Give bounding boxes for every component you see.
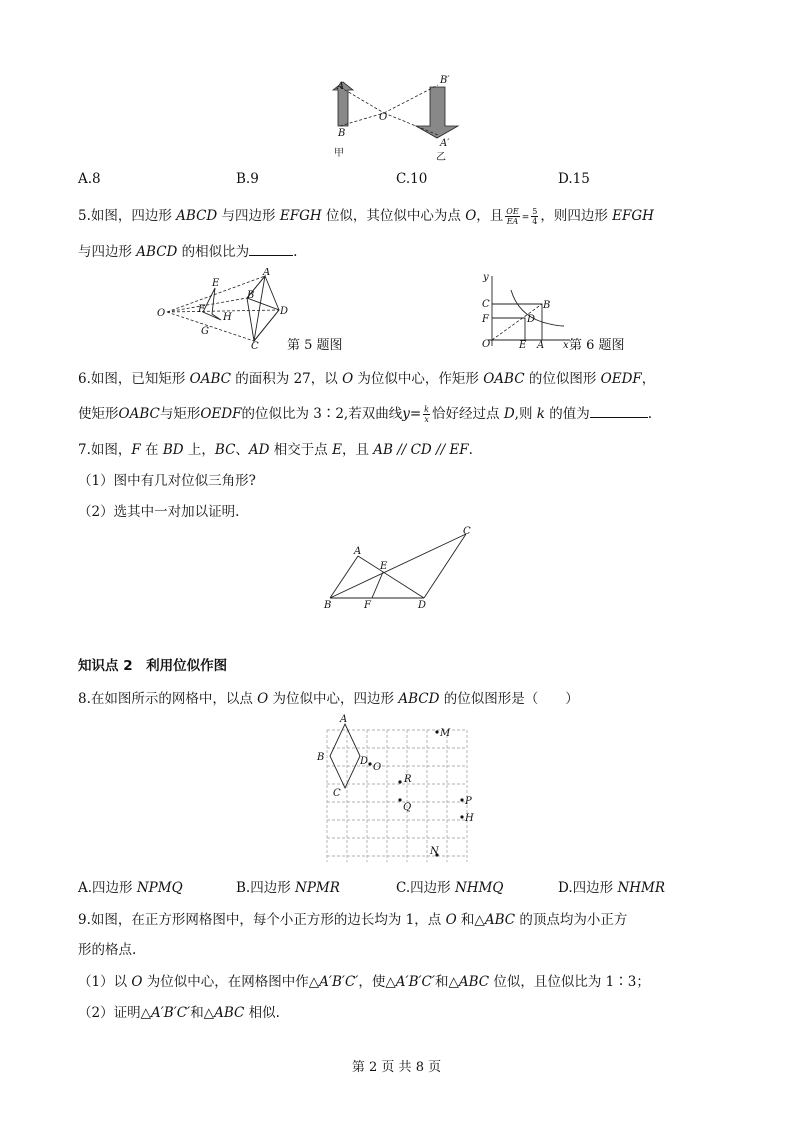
fig6-label-f: F <box>482 314 489 325</box>
q4-label-a-prime: A′ <box>440 138 450 149</box>
q9-sub2: （2）证明△A′B′C′和△ABC 相似. <box>78 1005 280 1021</box>
q7-label-b: B <box>324 600 332 611</box>
q7-label-f: F <box>364 600 371 611</box>
fig5-label-c: C <box>251 341 259 352</box>
fig6-label-e: E <box>519 340 527 351</box>
fig6-figure <box>478 270 578 352</box>
q8-point-q <box>398 798 401 801</box>
fig5-label-o: O <box>157 308 166 319</box>
fig5-quad-abcd <box>247 276 279 341</box>
q8-option-d: D.四边形 NHMR <box>558 880 666 896</box>
q7-label-a: A <box>354 546 362 557</box>
q5-fraction-5-4: $\frac{5}{4}$ <box>532 207 538 226</box>
q6-answer-blank[interactable] <box>590 403 648 418</box>
q8-option-c: C.四边形 NHMQ <box>396 880 504 896</box>
q8-label-d: D <box>360 756 369 767</box>
q7-sub1: （1）图中有几对位似三角形? <box>78 473 256 489</box>
q5-answer-blank[interactable] <box>249 241 293 256</box>
q8-label-m: M <box>440 728 451 739</box>
q9-sub1: （1）以 O 为位似中心，在网格图中作△A′B′C′，使△A′B′C′和△ABC 位似，且位似比为 1∶3； <box>78 974 650 990</box>
q7-figure <box>318 522 478 614</box>
q6-line2: 使矩形OABC与矩形OEDF的位似比为 3∶2,若双曲线y= $\frac{k}{x}$ 恰好经过点 D,则 k 的值为 . <box>78 405 653 424</box>
q4-figure <box>318 70 468 165</box>
q9-line1: 9.如图，在正方形网格图中，每个小正方形的边长均为 1，点 O 和△ABC 的顶点均为小正方 <box>78 912 628 928</box>
q5-line1: 5.如图，四边形 ABCD 与四边形 EFGH 位似，其位似中心为点 O，且 $\frac{OE}{EA}$ = $\frac{5}{4}$ ，则四边形 EFGH <box>78 207 654 226</box>
q8-label-r: R <box>404 774 412 785</box>
fig5-label-g: G <box>201 326 209 337</box>
fig6-label-b: B <box>543 300 551 311</box>
q4-option-d: D.15 <box>558 171 590 187</box>
fig6-label-d: D <box>527 314 536 325</box>
q4-large-arrow <box>416 87 458 138</box>
q5-line2: 与四边形 ABCD 的相似比为 . <box>78 240 297 260</box>
q8-quad-abcd <box>330 724 360 788</box>
fig6-label-x: x <box>563 340 569 351</box>
q8-label-q: Q <box>403 802 412 813</box>
q8-point-p <box>460 798 463 801</box>
q8-line1: 8.在如图所示的网格中，以点 O 为位似中心，四边形 ABCD 的位似图形是（ ） <box>78 691 579 707</box>
fig5-label-d: D <box>280 306 289 317</box>
q7-line1: 7.如图，F 在 BD 上，BC、AD 相交于点 E，且 AB // CD // EF. <box>78 442 473 458</box>
q5-fraction-oe-ea: $\frac{OE}{EA}$ <box>506 207 519 226</box>
q6-fraction-k-x: $\frac{k}{x}$ <box>424 405 430 424</box>
q4-caption-right: 乙 <box>436 152 446 163</box>
q9-line2: 形的格点. <box>78 942 137 958</box>
fig6-label-y: y <box>483 272 489 283</box>
q7-label-c: C <box>463 526 471 537</box>
q8-point-h <box>460 815 463 818</box>
page-footer: 第 2 页 共 8 页 <box>351 1060 442 1075</box>
q8-label-h: H <box>465 813 474 824</box>
q4-option-c: C.10 <box>396 171 428 187</box>
q8-grid-figure <box>312 712 488 868</box>
fig5-figure <box>155 268 295 353</box>
fig6-label-c: C <box>482 299 490 310</box>
fig6-hyperbola <box>511 290 564 326</box>
q8-option-a: A.四边形 NPMQ <box>78 880 183 896</box>
q8-point-r <box>398 780 401 783</box>
q8-label-c: C <box>333 788 341 799</box>
q4-label-a: A <box>337 81 345 92</box>
q8-label-b: B <box>317 752 325 763</box>
q8-label-o: O <box>373 762 382 773</box>
fig5-caption: 第 5 题图 <box>287 338 343 353</box>
q8-label-a: A <box>340 714 348 725</box>
q4-option-b: B.9 <box>236 171 259 187</box>
fig5-label-h: H <box>223 312 232 323</box>
q4-label-b-prime: B′ <box>440 75 450 86</box>
q6-line1: 6.如图，已知矩形 OABC 的面积为 27，以 O 为位似中心，作矩形 OABC 的位似图形 OEDF， <box>78 371 656 387</box>
fig6-label-o: O <box>482 339 491 350</box>
q8-option-b: B.四边形 NPMR <box>236 880 340 896</box>
q7-label-e: E <box>380 561 388 572</box>
section2-title: 知识点 2 利用位似作图 <box>78 658 228 674</box>
q8-point-m <box>435 730 438 733</box>
q4-label-o: O <box>379 112 388 123</box>
fig6-label-a: A <box>537 340 545 351</box>
q4-caption-left: 甲 <box>334 148 344 159</box>
fig5-label-a: A <box>263 268 271 278</box>
fig5-label-b: B <box>247 290 255 301</box>
q8-label-n: N <box>430 846 439 857</box>
fig5-label-f: F <box>198 304 205 315</box>
q8-label-p: P <box>465 796 472 807</box>
fig5-label-e: E <box>212 278 220 289</box>
fig6-caption: 第 6 题图 <box>569 338 625 353</box>
q7-label-d: D <box>418 600 427 611</box>
q7-sub2: （2）选其中一对加以证明. <box>78 504 240 520</box>
q8-point-o <box>368 762 371 765</box>
q4-label-b: B <box>338 128 346 139</box>
q4-option-a: A.8 <box>78 171 101 187</box>
